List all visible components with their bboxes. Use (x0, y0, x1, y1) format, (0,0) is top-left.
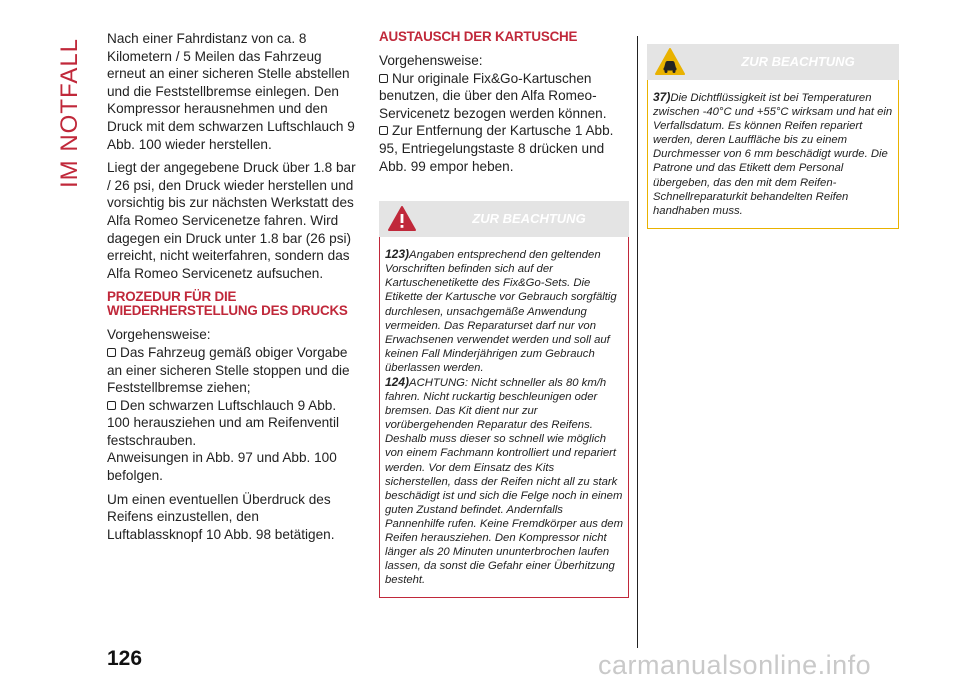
section-side-tab (52, 30, 82, 190)
warning-note (385, 247, 623, 375)
procedure-step-text: Das Fahrzeug gemäß obiger Vorgabe an einer sicheren Stelle stoppen und die Feststellbremse ziehen; (107, 344, 350, 396)
procedure-step-text: Zur Entfernung der Kartusche 1 Abb. 95, Entriegelungstaste 8 drücken und Abb. 99 empor heben. (379, 123, 614, 174)
warning-title: ZUR BEACHTUNG (472, 211, 586, 227)
heading-pressure-restore: PROZEDUR FÜR DIE WIEDERHERSTELLUNG DES DRUCKS (107, 289, 348, 319)
caution-panel-header (647, 44, 899, 80)
warning-panel-header (379, 201, 629, 237)
procedure-step (379, 70, 629, 123)
warning-note (385, 375, 623, 587)
paragraph-drive-distance: Nach einer Fahrdistanz von ca. 8 Kilometern / 5 Meilen das Fahrzeug erneut an einer sicheren Stelle abstellen und die Feststellbremse einlegen. Den Kompressor herausnehmen und den Druck mit dem schwarzen Luftschlauch 9 Abb. 100 wieder herstellen. (107, 31, 355, 152)
procedure-step (379, 122, 629, 175)
checkbox-bullet-icon (107, 348, 116, 357)
procedure-step (107, 397, 357, 485)
column-divider (637, 36, 638, 648)
column-middle (379, 30, 629, 598)
checkbox-bullet-icon (379, 126, 388, 135)
note-text: Angaben entsprechend den geltenden Vorschriften befinden sich auf der Kartuschenetikette des Fix&Go-Sets. Die Etikette der Kartusche vor Gebrauch sorgfältig durchlesen, unsachgemäße Anwendung vermeiden. Das Reparaturset darf nur von Erwachsenen verwendet werden und soll auf keinen Fall Minderjährigen zum Gebrauch überlassen werden. (385, 249, 617, 374)
procedure-intro: Vorgehensweise: (379, 53, 483, 68)
warning-panel-body (379, 237, 629, 598)
watermark: carmanualsonline.info (598, 650, 872, 680)
note-number: 124) (385, 375, 410, 389)
caution-panel-body (647, 80, 899, 229)
caution-note (653, 90, 893, 218)
warning-panel (379, 201, 629, 598)
note-text: Die Dichtflüssigkeit ist bei Temperaturen zwischen -40°C und +55°C wirksam und hat ein Verfallsdatum. Es können Reifen repariert werden, deren Lauffläche bis zu einem Durchmesser von 6 mm beschädigt wurde. Die Patrone und das Etikett dem Personal übergeben, das den mit dem Reifen-Schnellreparaturkit behandelten Reifen handhaben muss. (653, 92, 893, 217)
checkbox-bullet-icon (379, 74, 388, 83)
page-number: 126 (107, 647, 143, 670)
note-number: 37) (653, 90, 671, 104)
column-right (647, 44, 899, 229)
caution-panel (647, 44, 899, 229)
paragraph-overpressure: Um einen eventuellen Überdruck des Reifens einzustellen, den Luftablassknopf 10 Abb. 98 betätigen. (107, 491, 335, 542)
note-number: 123) (385, 247, 410, 262)
paragraph-pressure-check: Liegt der angegebene Druck über 1.8 bar / 26 psi, den Druck wieder herstellen und vorsichtig bis zur nächsten Werkstatt des Alfa Romeo Servicenetze fahren. Wird dagegen ein Druck unter 1.8 bar (26 psi) erreicht, nicht weiterfahren, sondern das Alfa Romeo Servicenetz aufsuchen. (107, 160, 356, 281)
note-text: ACHTUNG: Nicht schneller als 80 km/h fahren. Nicht ruckartig beschleunigen oder bremsen. Das Kit dient nur zur vorübergehenden Reparatur des Reifens. Deshalb muss dieser so schnell wie möglich von einem Fachmann kontrolliert und repariert werden. Vor dem Einsatz des Kits sicherstellen, dass der Reifen nicht all zu stark beschädigt ist und sich die Felge noch in einem guten Zustand befindet. Andernfalls Pannenhilfe rufen. Keine Fremdkörper aus dem Reifen herausziehen. Den Kompressor nicht länger als 20 Minuten ununterbrochen laufen lassen, da sonst die Gefahr einer Überhitzung besteht. (385, 377, 623, 587)
car-caution-icon (655, 47, 685, 77)
warning-triangle-icon (387, 204, 417, 234)
procedure-step-text: Nur originale Fix&Go-Kartuschen benutzen, die über den Alfa Romeo-Servicenetz bezogen werden können. (379, 70, 607, 121)
procedure-note: Anweisungen in Abb. 97 und Abb. 100 befolgen. (107, 450, 337, 484)
procedure-intro: Vorgehensweise: (107, 327, 211, 343)
section-side-tab-label: IM NOTFALL (56, 37, 83, 188)
column-left (107, 30, 357, 549)
procedure-step-text: Den schwarzen Luftschlauch 9 Abb. 100 herausziehen und am Reifenventil festschrauben. (107, 397, 340, 448)
procedure-step (107, 344, 357, 397)
checkbox-bullet-icon (107, 401, 116, 410)
caution-title: ZUR BEACHTUNG (741, 54, 855, 70)
heading-cartridge-replacement: AUSTAUSCH DER KARTUSCHE (379, 29, 578, 44)
